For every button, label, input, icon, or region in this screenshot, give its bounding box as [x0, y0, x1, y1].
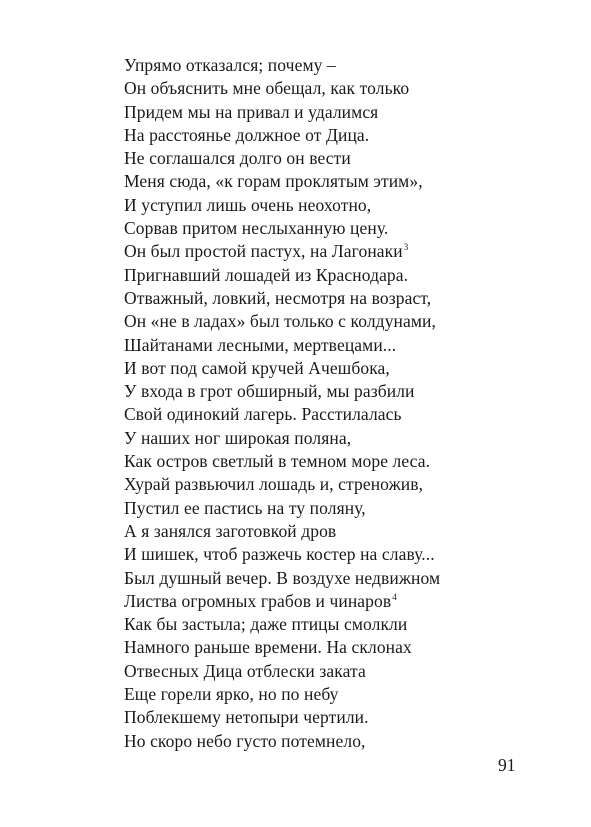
line-text: У входа в грот обширный, мы разбили [124, 381, 415, 402]
line-text: Листва огромных грабов и чинаров [124, 590, 392, 611]
poem-line-12 [124, 310, 440, 333]
poem-line-29 [124, 706, 440, 729]
line-text: Пустил ее пастись на ту поляну, [124, 497, 366, 518]
poem-line-24 [124, 590, 440, 613]
line-text: Шайтанами лесными, мертвецами... [124, 334, 397, 355]
poem-line-3 [124, 101, 440, 124]
poem-line-26 [124, 636, 440, 659]
line-text: Сорвав притом неслыханную цену. [124, 218, 389, 239]
line-text: Пригнавший лошадей из Краснодара. [124, 264, 409, 285]
line-text: Упрямо отказался; почему – [124, 55, 336, 75]
poem-line-25 [124, 613, 440, 636]
line-text: И вот под самой кручей Ачешбока, [124, 357, 390, 378]
page-number: 91 [498, 755, 516, 775]
poem-line-18 [124, 450, 440, 473]
line-text: Как остров светлый в темном море леса. [124, 451, 431, 472]
line-text: Отважный, ловкий, несмотря на возраст, [124, 287, 432, 308]
poem-line-1 [124, 54, 440, 77]
footnote-marker: 4 [392, 591, 397, 602]
line-text: Отвесных Дица отблески заката [124, 660, 366, 681]
poem-line-7 [124, 194, 440, 217]
poem-line-27 [124, 660, 440, 683]
line-text: И шишек, чтоб разжечь костер на славу... [124, 544, 435, 565]
line-text: На расстоянье должное от Дица. [124, 124, 370, 145]
poem-line-22 [124, 543, 440, 566]
poem-line-2 [124, 77, 440, 100]
poem-line-17 [124, 427, 440, 450]
poem-line-19 [124, 473, 440, 496]
line-text: Как бы застыла; даже птицы смолкли [124, 614, 408, 635]
line-text: Но скоро небо густо потемнело, [124, 730, 366, 751]
line-text: Он был простой пастух, на Лагонаки [124, 241, 403, 262]
poem-text [124, 54, 440, 753]
poem-line-6 [124, 170, 440, 193]
line-text: Намного раньше времени. На склонах [124, 637, 412, 658]
line-text: Он «не в ладах» был только с колдунами, [124, 311, 436, 332]
line-text: Не соглашался долго он вести [124, 148, 351, 169]
line-text: Меня сюда, «к горам проклятым этим», [124, 171, 423, 192]
poem-line-20 [124, 497, 440, 520]
footnote-marker: 3 [403, 242, 409, 253]
poem-line-10 [124, 264, 440, 287]
poem-line-4 [124, 124, 440, 147]
poem-line-11 [124, 287, 440, 310]
poem-line-30 [124, 730, 440, 753]
poem-line-8 [124, 217, 440, 240]
poem-line-5 [124, 147, 440, 170]
poem-line-13 [124, 334, 440, 357]
line-text: И уступил лишь очень неохотно, [124, 194, 372, 215]
poem-line-23 [124, 567, 440, 590]
poem-line-28 [124, 683, 440, 706]
line-text: Поблекшему нетопыри чертили. [124, 707, 369, 728]
poem-line-21 [124, 520, 440, 543]
line-text: Был душный вечер. В воздухе недвижном [124, 567, 441, 588]
line-text: Свой одинокий лагерь. Расстилалась [124, 404, 402, 425]
line-text: Хурай развьючил лошадь и, стреножив, [124, 474, 424, 495]
line-text: Придем мы на привал и удалимся [124, 101, 379, 122]
line-text: У наших ног широкая поляна, [124, 427, 352, 448]
poem-line-9 [124, 240, 440, 263]
line-text: Еще горели ярко, но по небу [124, 684, 339, 705]
poem-line-15 [124, 380, 440, 403]
poem-line-14 [124, 357, 440, 380]
line-text: А я занялся заготовкой дров [124, 520, 337, 541]
poem-line-16 [124, 403, 440, 426]
line-text: Он объяснить мне обещал, как только [124, 78, 410, 99]
